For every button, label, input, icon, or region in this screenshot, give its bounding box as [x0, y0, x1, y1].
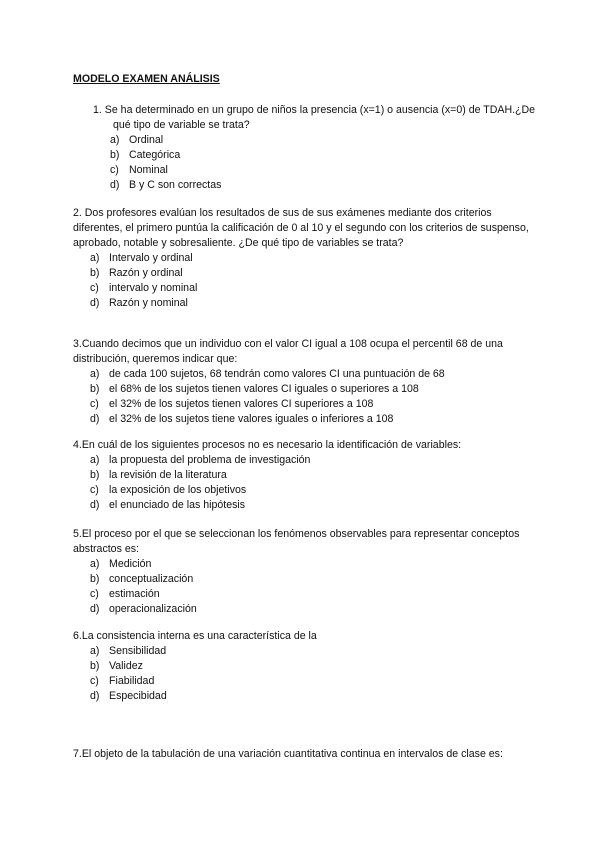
question-text: 1. Se ha determinado en un grupo de niños la presencia (x=1) o ausencia (x=0) de TDAH.¿De qué tipo de variable se trata? — [93, 104, 536, 131]
option-item: d) Razón y nominal — [90, 297, 188, 309]
question-6 — [73, 629, 533, 704]
question-1 — [93, 103, 553, 193]
question-2 — [73, 206, 533, 311]
option-item: b) Razón y ordinal — [90, 267, 183, 279]
question-4 — [73, 438, 533, 513]
options-list — [73, 367, 533, 427]
option-item: a) Medición — [90, 558, 152, 570]
options-list — [73, 644, 533, 704]
option-item: b) conceptualización — [90, 573, 194, 585]
option-item: a) Intervalo y ordinal — [90, 252, 193, 264]
options-list — [73, 251, 533, 311]
question-text: 4.En cuál de los siguientes procesos no es necesario la identificación de variables: — [73, 439, 462, 451]
option-item: c) Nominal — [110, 164, 168, 176]
option-item: a) de cada 100 sujetos, 68 tendrán como valores CI una puntuación de 68 — [90, 368, 445, 380]
option-item: d) Especibidad — [90, 690, 167, 702]
option-item: a) la propuesta del problema de investigación — [90, 454, 311, 466]
option-item: a) Ordinal — [110, 134, 164, 146]
option-item: c) estimación — [90, 588, 160, 600]
option-item: d) B y C son correctas — [110, 179, 222, 191]
option-item: b) Validez — [90, 660, 143, 672]
option-item: d) el 32% de los sujetos tiene valores iguales o inferiores a 108 — [90, 413, 394, 425]
option-item: c) la exposición de los objetivos — [90, 484, 247, 496]
question-text: 6.La consistencia interna es una característica de la — [73, 630, 317, 642]
document-title: MODELO EXAMEN ANÁLISIS — [73, 73, 220, 85]
option-item: c) Fiabilidad — [90, 675, 155, 687]
question-text: 5.El proceso por el que se seleccionan los fenómenos observables para representar conceptos abstractos es: — [73, 528, 520, 555]
option-item: d) el enunciado de las hipótesis — [90, 499, 246, 511]
question-text: 7.El objeto de la tabulación de una variación cuantitativa continua en intervalos de clase es: — [73, 748, 503, 760]
option-item: b) la revisión de la literatura — [90, 469, 227, 481]
options-list — [73, 453, 533, 513]
question-3 — [73, 337, 533, 427]
option-item: c) el 32% de los sujetos tienen valores CI superiores a 108 — [90, 398, 374, 410]
options-list — [73, 557, 533, 617]
options-list — [93, 133, 553, 193]
question-text: 3.Cuando decimos que un individuo con el valor CI igual a 108 ocupa el percentil 68 de una distribución, queremos indicar que: — [73, 338, 503, 365]
option-item: d) operacionalización — [90, 603, 197, 615]
question-5 — [73, 527, 533, 617]
option-item: b) Categórica — [110, 149, 181, 161]
question-7 — [73, 747, 543, 762]
option-item: c) intervalo y nominal — [90, 282, 198, 294]
option-item: b) el 68% de los sujetos tienen valores CI iguales o superiores a 108 — [90, 383, 419, 395]
question-text: 2. Dos profesores evalúan los resultados de sus de sus exámenes mediante dos criterios diferentes, el primero puntúa la calificación de 0 al 10 y el segundo con los criterios de suspenso, aprobado, notable y sobresaliente. ¿De qué tipo de variables se trata? — [73, 207, 529, 249]
option-item: a) Sensibilidad — [90, 645, 167, 657]
